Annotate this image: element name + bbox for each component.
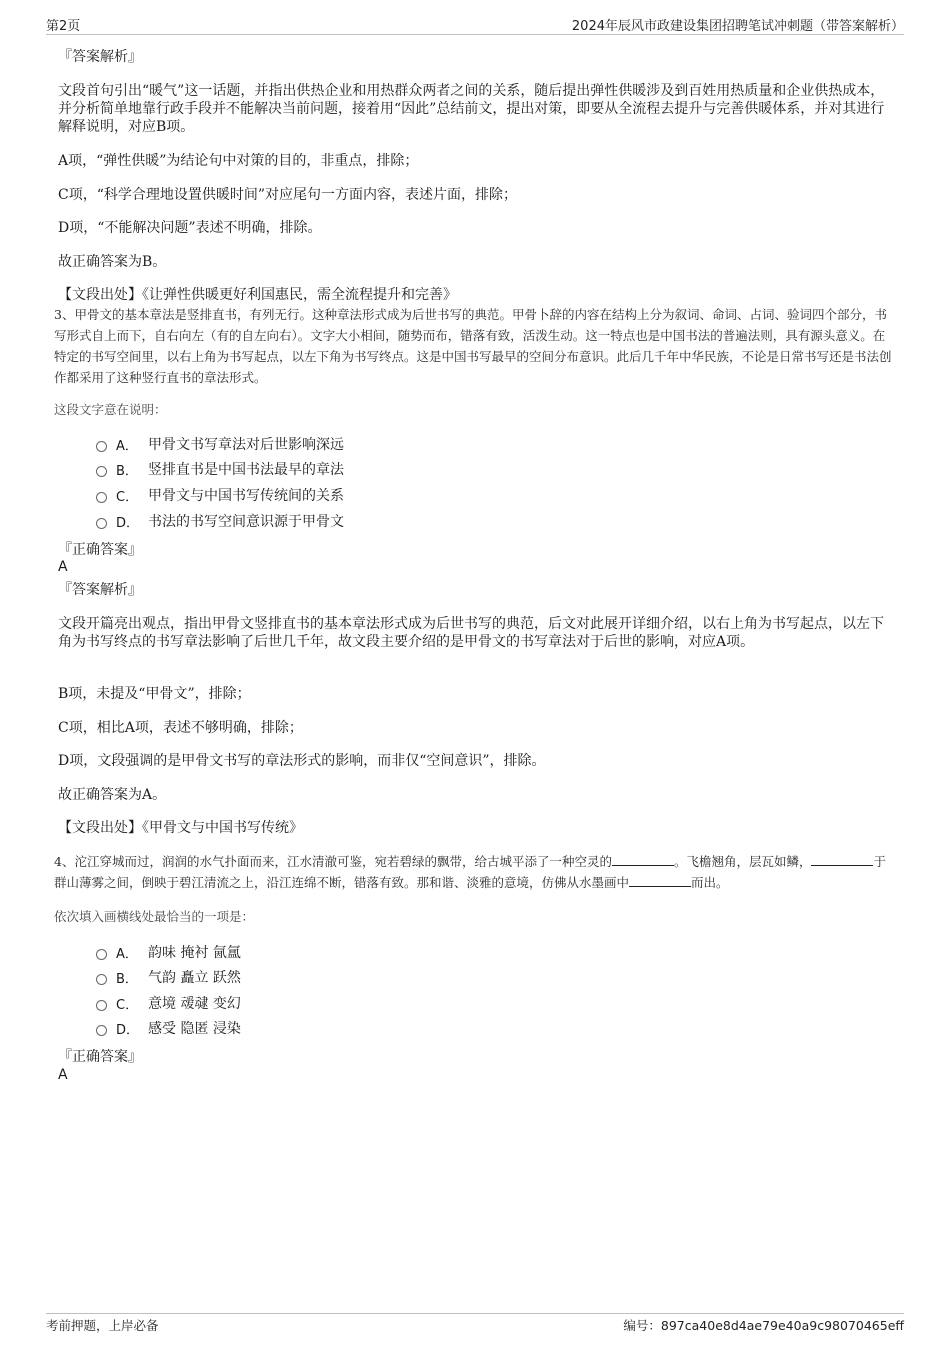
radio-icon[interactable] [96, 466, 107, 477]
q4-stem-part3: 于群山薄雾之间，倒映于碧江清流之上，沿江连绵不断，错落有致。那和谐、淡雅的意境，仿佛从水墨画中 [54, 854, 886, 890]
radio-icon[interactable] [96, 441, 107, 452]
option-text: 韵味 掩衬 氤氲 [148, 945, 241, 961]
q4-stem [54, 851, 896, 893]
option-text: 甲骨文书写章法对后世影响深远 [148, 437, 344, 453]
option-letter: B． [116, 463, 138, 479]
radio-icon[interactable] [96, 518, 107, 529]
q3-correct-answer: A [58, 559, 68, 575]
q3-option-a[interactable] [96, 434, 344, 454]
option-letter: D． [116, 1022, 140, 1038]
q4-option-d[interactable] [96, 1018, 241, 1038]
q3-option-d-note: D项，文段强调的是甲骨文书写的章法形式的影响，而非仅“空间意识”，排除。 [58, 753, 546, 769]
q3-conclusion: 故正确答案为A。 [58, 787, 167, 803]
footer-slogan: 考前押题，上岸必备 [46, 1318, 159, 1333]
q4-option-a[interactable] [96, 942, 241, 962]
prev-analysis-text: 文段首句引出“暖气”这一话题，并指出供热企业和用热群众两者之间的关系，随后提出弹性供暖涉及到百姓用热质量和企业供热成本，并分析简单地靠行政手段并不能解决当前问题，接着用“因此”总结前文，提出对策，即要从全流程去提升与完善供暖体系，并对其进行解释说明，对应B项。 [58, 83, 885, 135]
radio-icon[interactable] [96, 974, 107, 985]
prev-option-d-note: D项，“不能解决问题”表述不明确，排除。 [58, 220, 322, 236]
option-text: 甲骨文与中国书写传统间的关系 [148, 488, 344, 504]
option-letter: A． [116, 946, 138, 962]
q3-prompt: 这段文字意在说明： [54, 402, 167, 417]
q4-blank-2 [811, 852, 873, 866]
option-text: 气韵 矗立 跃然 [148, 970, 241, 986]
prev-option-a-note: A项，“弹性供暖”为结论句中对策的目的，非重点，排除； [58, 153, 419, 169]
q3-option-c[interactable] [96, 485, 344, 505]
q3-option-b[interactable] [96, 459, 344, 479]
radio-icon[interactable] [96, 492, 107, 503]
option-letter: B． [116, 971, 138, 987]
q4-correct-answer: A [58, 1067, 68, 1083]
option-text: 意境 叆叇 变幻 [148, 996, 241, 1012]
prev-analysis-label: 『答案解析』 [58, 49, 142, 65]
q3-option-c-note: C项，相比A项，表述不够明确，排除； [58, 720, 303, 736]
q4-blank-1 [612, 852, 674, 866]
footer-serial: 编号：897ca40e8d4ae79e40a9c98070465eff [623, 1318, 904, 1333]
q4-stem-part2: 。飞檐翘角，层瓦如鳞， [673, 854, 812, 869]
page-footer [46, 1313, 904, 1333]
option-text: 书法的书写空间意识源于甲骨文 [148, 514, 344, 530]
option-text: 感受 隐匿 浸染 [148, 1021, 241, 1037]
q3-option-d[interactable] [96, 511, 344, 531]
q3-option-b-note: B项，未提及“甲骨文”，排除； [58, 686, 251, 702]
q3-correct-label: 『正确答案』 [58, 542, 142, 558]
q3-analysis-text: 文段开篇亮出观点，指出甲骨文竖排直书的基本章法形式成为后世书写的典范，后文对此展开详细介绍，以右上角为书写起点，以左下角为书写终点的书写章法影响了后世几千年，故文段主要介绍的是甲骨文的书写章法对于后世的影响，对应A项。 [58, 616, 884, 650]
radio-icon[interactable] [96, 1025, 107, 1036]
q4-stem-part4: 而出。 [691, 875, 729, 890]
option-letter: C． [116, 997, 139, 1013]
prev-source: 【文段出处】《让弹性供暖更好利国惠民，需全流程提升和完善》 [58, 287, 457, 303]
q4-option-c[interactable] [96, 993, 241, 1013]
q4-blank-3 [629, 873, 691, 887]
page-number: 第2页 [46, 19, 81, 34]
q3-stem: 3、甲骨文的基本章法是竖排直书，有列无行。这种章法形式成为后世书写的典范。甲骨卜辞的内容在结构上分为叙词、命词、占词、验词四个部分，书写形式自上而下，自右向左（有的自左向右）。文字大小相间，随势而布，错落有致，活泼生动。这一特点也是中国书法的普遍法则，具有源头意义。在特定的书写空间里，以右上角为书写起点，以左下角为书写终点。这是中国书写最早的空间分布意识。此后几千年中华民族，不论是日常书写还是书法创作都采用了这种竖行直书的章法形式。 [54, 307, 892, 385]
option-text: 竖排直书是中国书法最早的章法 [148, 462, 344, 478]
radio-icon[interactable] [96, 1000, 107, 1011]
q4-correct-label: 『正确答案』 [58, 1049, 142, 1065]
page-header [46, 14, 904, 35]
radio-icon[interactable] [96, 949, 107, 960]
q3-analysis-label: 『答案解析』 [58, 582, 142, 598]
q4-prompt: 依次填入画横线处最恰当的一项是： [54, 909, 255, 924]
prev-conclusion: 故正确答案为B。 [58, 254, 167, 270]
q3-source: 【文段出处】《甲骨文与中国书写传统》 [58, 820, 303, 836]
document-title: 2024年辰风市政建设集团招聘笔试冲刺题（带答案解析） [571, 19, 904, 34]
q4-option-b[interactable] [96, 967, 241, 987]
q4-stem-part1: 4、沱江穿城而过，润润的水气扑面而来，江水清澈可鉴，宛若碧绿的飘带，给古城平添了一种空灵的 [54, 854, 612, 869]
option-letter: D． [116, 515, 140, 531]
option-letter: A． [116, 438, 138, 454]
option-letter: C． [116, 489, 139, 505]
prev-option-c-note: C项，“科学合理地设置供暖时间”对应尾句一方面内容，表述片面，排除； [58, 187, 518, 203]
